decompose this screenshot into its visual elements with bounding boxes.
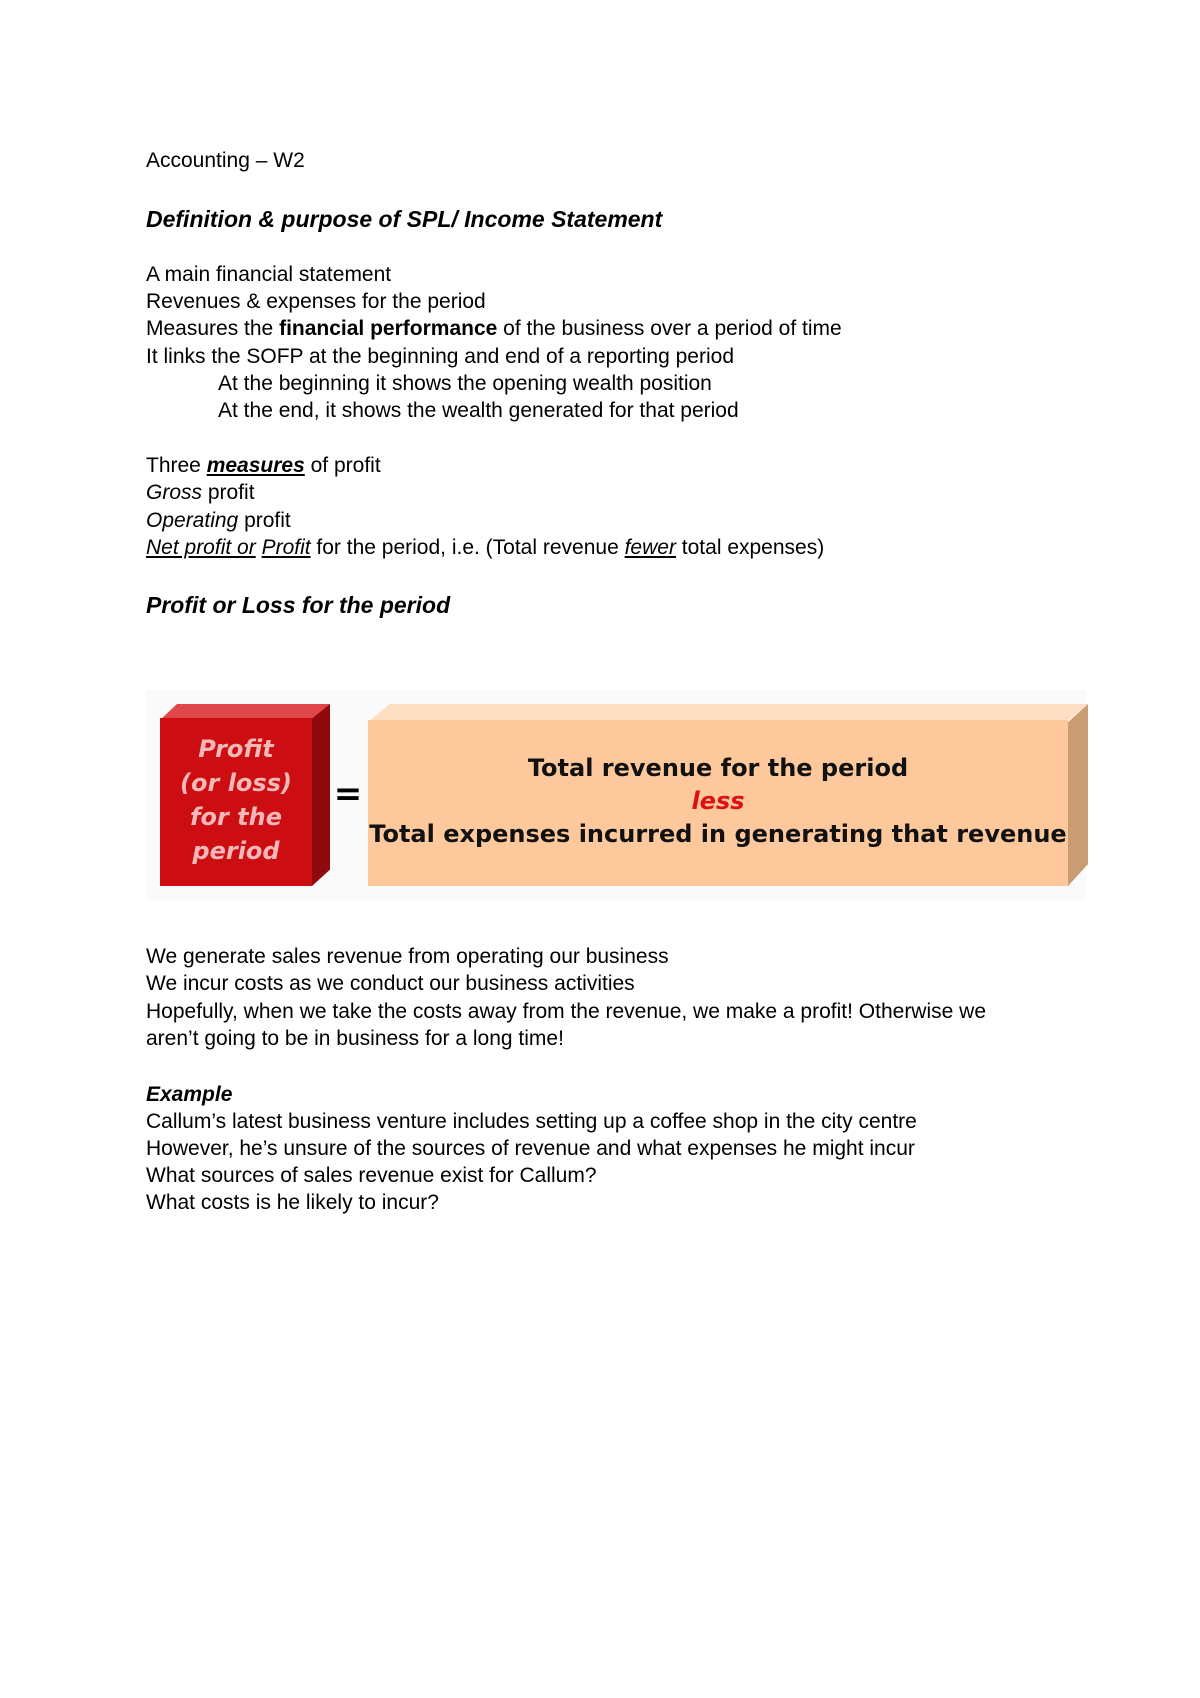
text-line: What costs is he likely to incur?: [146, 1191, 439, 1214]
text-span: Three: [146, 454, 207, 477]
text-span: profit: [238, 509, 291, 532]
peach-box-label: [368, 752, 1068, 851]
bold-text: financial performance: [279, 317, 498, 340]
text-line-three-measures: [146, 453, 381, 479]
indented-line: At the beginning it shows the opening wealth position: [218, 372, 712, 395]
section-heading-profit-loss: Profit or Loss for the period: [146, 592, 451, 618]
section-heading-definition: Definition & purpose of SPL/ Income Statement: [146, 206, 663, 232]
text-line: We incur costs as we conduct our business activities: [146, 972, 635, 995]
example-heading: Example: [146, 1083, 233, 1106]
text-line: However, he’s unsure of the sources of revenue and what expenses he might incur: [146, 1137, 915, 1160]
text-line: We generate sales revenue from operating our business: [146, 945, 669, 968]
red-box-line: Profit: [198, 735, 274, 763]
equals-sign: =: [333, 774, 363, 814]
text-span: profit: [202, 481, 255, 504]
underlined-italic-text: Profit: [261, 536, 311, 559]
red-box-label: [160, 732, 312, 868]
text-span: of the business over a period of time: [497, 317, 842, 340]
italic-text: Operating: [146, 509, 239, 532]
peach-box-side: [1068, 704, 1088, 886]
peach-line-less: less: [691, 787, 745, 815]
text-line: It links the SOFP at the beginning and end of a reporting period: [146, 345, 734, 368]
text-line: A main financial statement: [146, 263, 392, 286]
italic-text: Gross: [146, 481, 203, 504]
underlined-italic-text: fewer: [624, 536, 676, 559]
underlined-italic-text: Net profit or: [146, 536, 256, 559]
profit-equation-figure: [146, 690, 1086, 900]
text-span: Measures the: [146, 317, 280, 340]
red-box-line: for the: [190, 803, 282, 831]
text-line-gross: [146, 480, 255, 506]
document-title: Accounting – W2: [146, 149, 305, 172]
text-span: of profit: [304, 454, 381, 477]
text-span: total expenses): [675, 536, 825, 559]
text-span: for the period, i.e. (Total revenue: [310, 536, 625, 559]
text-line: Hopefully, when we take the costs away from the revenue, we make a profit! Otherwise we: [146, 1000, 986, 1023]
text-line-operating: [146, 508, 291, 534]
emphasis-text: measures: [206, 454, 305, 477]
text-line: What sources of sales revenue exist for Callum?: [146, 1164, 597, 1187]
indented-line: At the end, it shows the wealth generated for that period: [218, 399, 739, 422]
text-line: Revenues & expenses for the period: [146, 290, 486, 313]
text-line: Callum’s latest business venture includes setting up a coffee shop in the city centre: [146, 1110, 917, 1133]
peach-line-revenue: Total revenue for the period: [527, 754, 909, 782]
text-line-measures: [146, 316, 842, 342]
red-box-line: (or loss): [180, 769, 292, 797]
text-line: aren’t going to be in business for a long time!: [146, 1027, 564, 1050]
text-line-net: [146, 535, 824, 561]
peach-line-expenses: Total expenses incurred in generating that revenue: [369, 820, 1067, 848]
red-box-line: period: [192, 837, 280, 865]
